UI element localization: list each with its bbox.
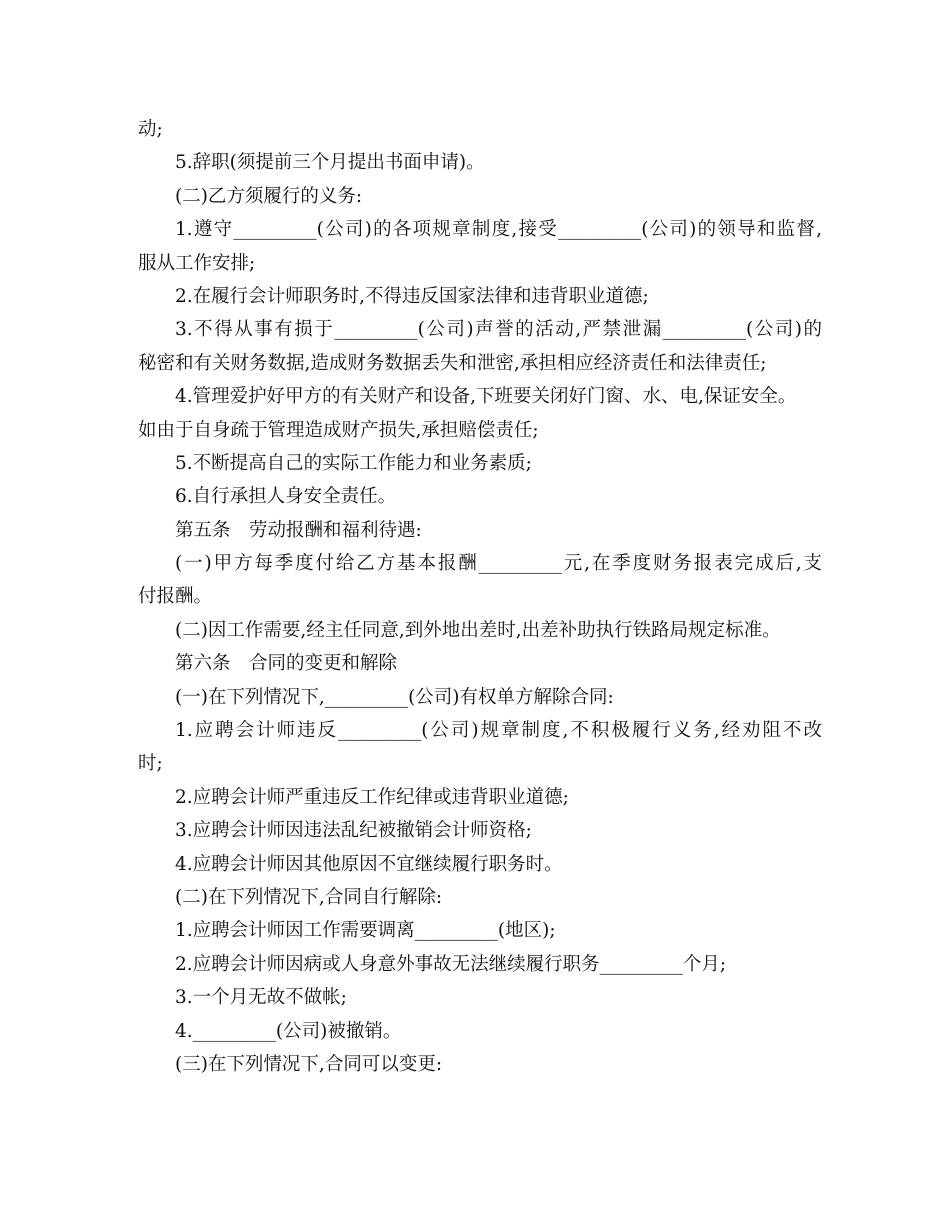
document-line: 3.一个月无故不做帐; <box>175 987 347 1009</box>
document-line: (二)因工作需要,经主任同意,到外地出差时,出差补助执行铁路局规定标准。 <box>175 619 781 641</box>
document-line: 3.应聘会计师因违法乱纪被撤销会计师资格; <box>175 820 532 842</box>
document-line: (二)乙方须履行的义务: <box>175 185 363 207</box>
document-line: (一)在下列情况下,_________(公司)有权单方解除合同: <box>175 686 614 708</box>
document-line: 时; <box>138 753 163 775</box>
document-line: 服从工作安排; <box>138 252 256 274</box>
document-line: 动; <box>138 119 163 140</box>
document-line: 5.不断提高自己的实际工作能力和业务素质; <box>175 452 532 474</box>
document-line: 3.不得从事有损于_________(公司)声誉的活动,严禁泄漏_________(公司)的 <box>175 319 822 341</box>
document-line: 秘密和有关财务数据,造成财务数据丢失和泄密,承担相应经济责任和法律责任; <box>138 352 767 374</box>
document-line: 付报酬。 <box>138 586 213 608</box>
document-body <box>138 113 822 1081</box>
document-line: 4.应聘会计师因其他原因不宜继续履行职务时。 <box>175 853 563 875</box>
document-line: (二)在下列情况下,合同自行解除: <box>175 886 443 908</box>
document-line: 1.应聘会计师因工作需要调离_________(地区); <box>175 920 556 942</box>
document-line: 1.应聘会计师违反_________(公司)规章制度,不积极履行义务,经劝阻不改 <box>175 720 822 742</box>
document-line: 第六条 合同的变更和解除 <box>175 653 398 675</box>
document-line: (一)甲方每季度付给乙方基本报酬_________元,在季度财务报表完成后,支 <box>175 553 822 575</box>
document-line: 2.应聘会计师因病或人身意外事故无法继续履行职务_________个月; <box>175 953 727 975</box>
document-line: 4._________(公司)被撤销。 <box>175 1020 402 1042</box>
document-line: (三)在下列情况下,合同可以变更: <box>175 1053 443 1075</box>
document-line: 第五条 劳动报酬和福利待遇: <box>175 519 422 541</box>
document-line: 5.辞职(须提前三个月提出书面申请)。 <box>175 152 485 174</box>
document-line: 2.应聘会计师严重违反工作纪律或违背职业道德; <box>175 786 569 808</box>
document-line: 如由于自身疏于管理造成财产损失,承担赔偿责任; <box>138 419 539 441</box>
document-line: 1.遵守_________(公司)的各项规章制度,接受_________(公司)的领导和监督, <box>175 219 822 241</box>
document-line: 6.自行承担人身安全责任。 <box>175 486 397 508</box>
document-line: 4.管理爱护好甲方的有关财产和设备,下班要关闭好门窗、水、电,保证安全。 <box>175 386 797 408</box>
document-line: 2.在履行会计师职务时,不得违反国家法律和违背职业道德; <box>175 285 649 307</box>
